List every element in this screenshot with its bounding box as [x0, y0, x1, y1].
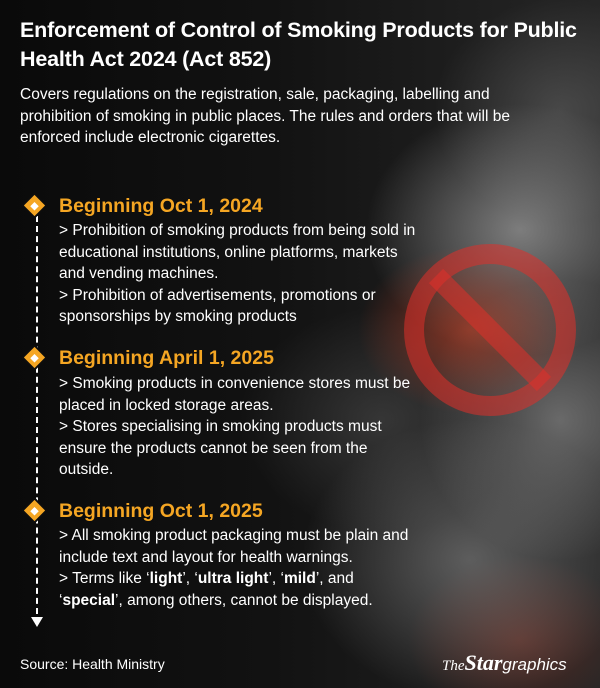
list-item: > Prohibition of advertisements, promotions or sponsorships by smoking products: [59, 286, 376, 325]
terms-suffix: , among others, cannot be displayed.: [118, 591, 373, 609]
diamond-bullet-icon: [24, 347, 45, 368]
diamond-bullet-icon: [24, 500, 45, 521]
list-item: > All smoking product packaging must be plain and include text and layout for health warnings.: [59, 527, 409, 566]
source-credit: Source: Health Ministry: [20, 656, 165, 672]
logo-star: Star: [464, 650, 503, 675]
list-item: > Smoking products in convenience stores must be placed in locked storage areas.: [59, 375, 411, 414]
term-mild: mild: [283, 570, 316, 587]
list-item: > Stores specialising in smoking products must ensure the products cannot be seen from the outside.: [59, 418, 382, 478]
timeline-line: [36, 216, 38, 624]
no-smoking-sign-icon: [390, 230, 590, 430]
term-ultra-light: ultra light: [197, 570, 269, 587]
section-heading: Beginning Oct 1, 2024: [59, 195, 263, 217]
section-items: [59, 220, 419, 328]
page-title: Enforcement of Control of Smoking Products for Public Health Act 2024 (Act 852): [20, 18, 577, 71]
thestar-graphics-logo: [442, 650, 567, 676]
list-item: > Terms like ‘light’, ‘ultra light’, ‘mild’, and ‘special’, among others, cannot be displayed.: [59, 570, 373, 609]
diamond-bullet-icon: [24, 195, 45, 216]
intro-text: Covers regulations on the registration, sale, packaging, labelling and prohibition of smoking in public places. The rules and orders that will be enforced include electronic cigarettes.: [20, 86, 510, 146]
section-items: [59, 525, 419, 611]
arrow-down-icon: [31, 617, 43, 627]
section-items: [59, 373, 419, 481]
list-item: > Prohibition of smoking products from being sold in educational institutions, online platforms, markets and vending machines.: [59, 222, 416, 282]
logo-the: The: [442, 658, 465, 674]
term-special: special: [62, 591, 116, 609]
logo-graphics: graphics: [502, 655, 567, 674]
terms-prefix: > Terms like: [59, 570, 147, 587]
section-heading: Beginning April 1, 2025: [59, 347, 274, 369]
term-light: light: [149, 570, 183, 587]
section-heading: Beginning Oct 1, 2025: [59, 500, 263, 522]
